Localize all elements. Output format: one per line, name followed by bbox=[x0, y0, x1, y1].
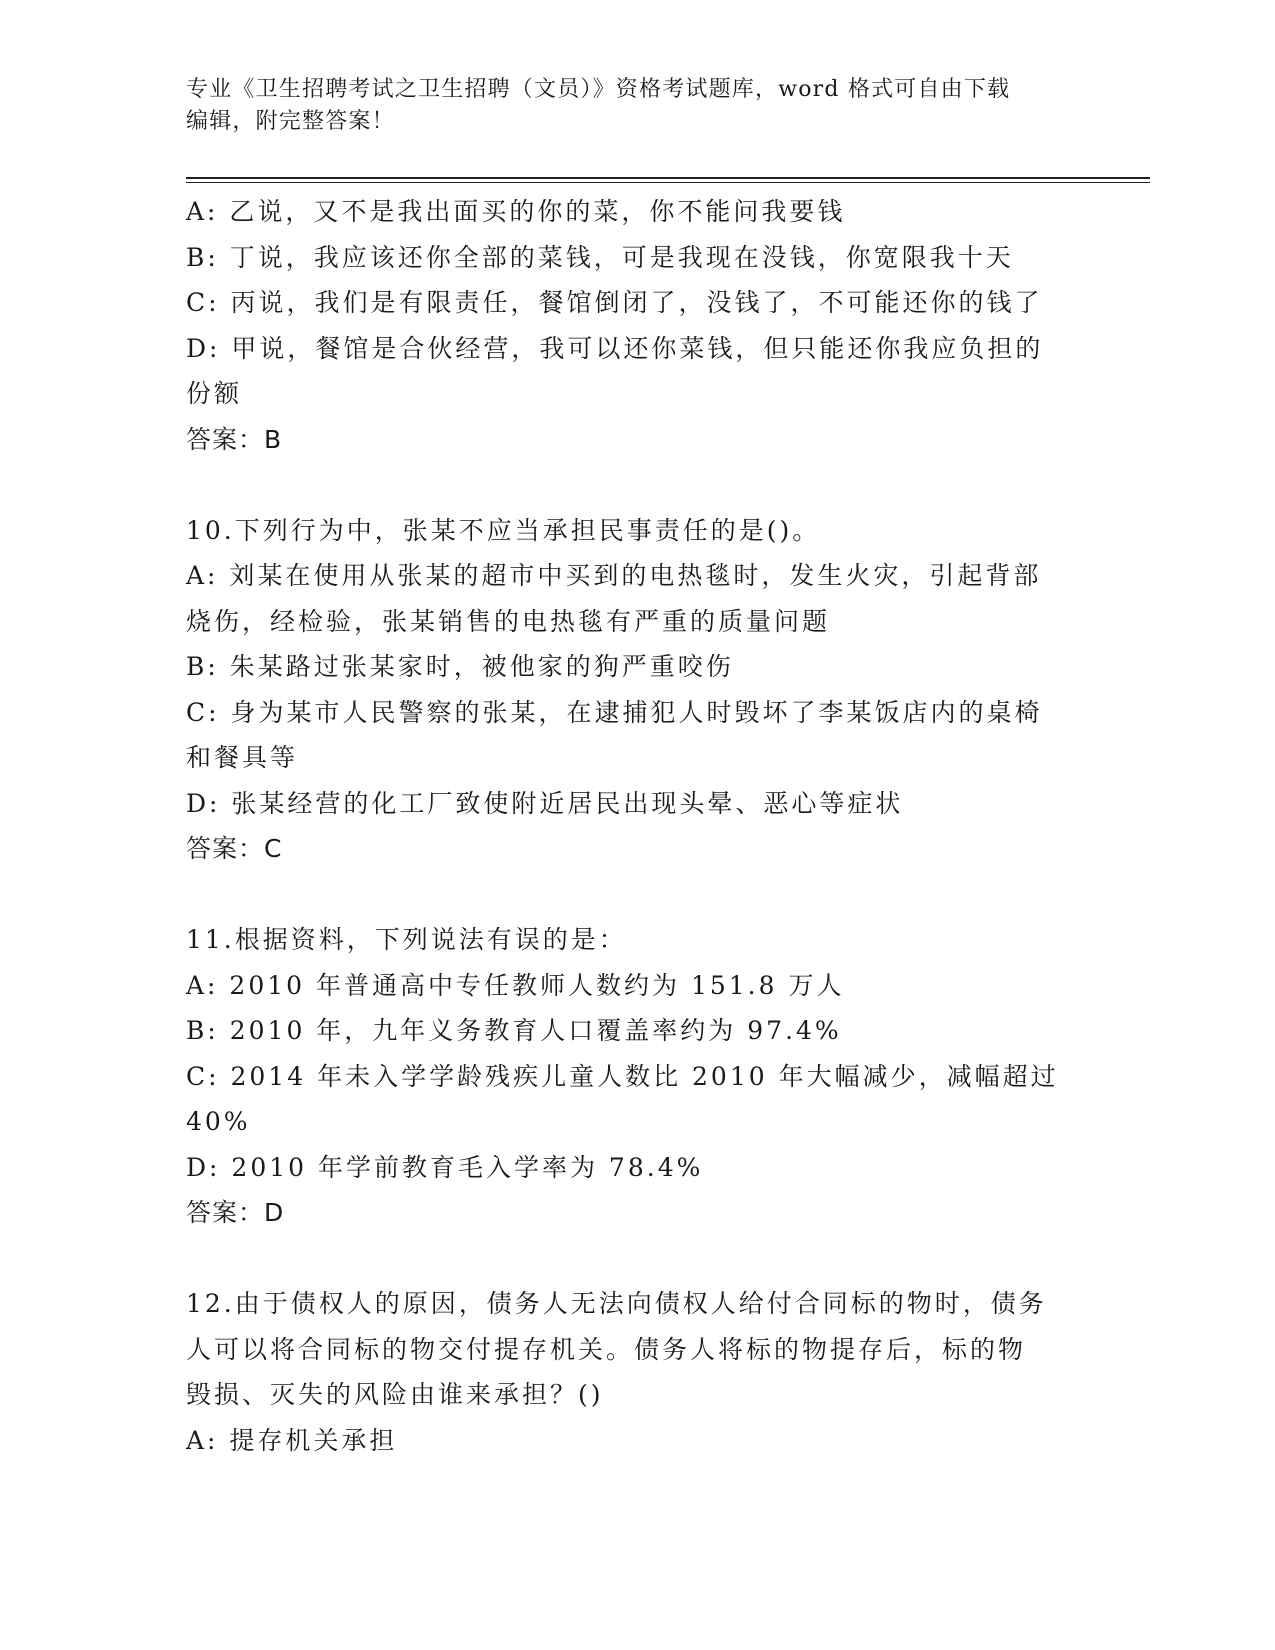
q10-option-a-line-2: 烧伤，经检验，张某销售的电热毯有严重的质量问题 bbox=[186, 606, 831, 636]
q11-option-b: B: 2010 年，九年义务教育人口覆盖率约为 97.4% bbox=[186, 1016, 842, 1045]
q12-question-line-2: 人可以将合同标的物交付提存机关。债务人将标的物提存后，标的物 bbox=[186, 1334, 1027, 1364]
q10-option-c-line-2: 和餐具等 bbox=[186, 743, 299, 772]
q10-question: 10.下列行为中，张某不应当承担民事责任的是()。 bbox=[186, 515, 821, 545]
q9-answer: 答案：B bbox=[186, 424, 283, 454]
q12-question-line-3: 毁损、灭失的风险由谁来承担？() bbox=[186, 1380, 604, 1409]
q9-option-a: A: 乙说，又不是我出面买的你的菜，你不能问我要钱 bbox=[186, 197, 846, 226]
q11-option-c-line-1: C: 2014 年未入学学龄残疾儿童人数比 2010 年大幅减少，减幅超过 bbox=[186, 1061, 1059, 1091]
question-12-block bbox=[186, 1281, 1076, 1463]
q9-option-b: B: 丁说，我应该还你全部的菜钱，可是我现在没钱，你宽限我十天 bbox=[186, 242, 1014, 272]
header-divider-thick bbox=[186, 177, 1150, 179]
q9-option-c: C: 丙说，我们是有限责任，餐馆倒闭了，没钱了，不可能还你的钱了 bbox=[186, 288, 1043, 317]
q10-option-d: D: 张某经营的化工厂致使附近居民出现头晕、恶心等症状 bbox=[186, 788, 904, 818]
document-header bbox=[186, 74, 1066, 138]
q11-option-d: D: 2010 年学前教育毛入学率为 78.4% bbox=[186, 1152, 704, 1182]
q11-option-c-line-2: 40% bbox=[186, 1107, 251, 1136]
header-line-1: 专业《卫生招聘考试之卫生招聘（文员）》资格考试题库，word 格式可自由下载 bbox=[186, 77, 1011, 102]
q9-option-d-line-1: D: 甲说，餐馆是合伙经营，我可以还你菜钱，但只能还你我应负担的 bbox=[186, 333, 1044, 363]
question-9-block bbox=[186, 189, 1076, 462]
header-divider-thin bbox=[186, 182, 1150, 183]
spacer bbox=[186, 1236, 1076, 1282]
header-line-2: 编辑，附完整答案！ bbox=[186, 109, 395, 134]
q12-option-a: A: 提存机关承担 bbox=[186, 1425, 398, 1455]
q9-option-d-line-2: 份额 bbox=[186, 379, 243, 408]
q11-option-a: A: 2010 年普通高中专任教师人数约为 151.8 万人 bbox=[186, 970, 845, 1000]
q12-question-line-1: 12.由于债权人的原因，债务人无法向债权人给付合同标的物时，债务 bbox=[186, 1289, 1047, 1318]
question-11-block bbox=[186, 917, 1076, 1236]
q10-option-a-line-1: A: 刘某在使用从张某的超市中买到的电热毯时，发生火灾，引起背部 bbox=[186, 561, 1042, 590]
q11-question: 11.根据资料，下列说法有误的是： bbox=[186, 925, 627, 954]
q10-option-b: B: 朱某路过张某家时，被他家的狗严重咬伤 bbox=[186, 652, 734, 681]
spacer bbox=[186, 462, 1076, 508]
question-10-block bbox=[186, 508, 1076, 872]
q10-answer: 答案：C bbox=[186, 834, 283, 863]
q11-answer: 答案：D bbox=[186, 1198, 285, 1227]
document-body bbox=[186, 189, 1076, 1463]
spacer bbox=[186, 872, 1076, 918]
q10-option-c-line-1: C: 身为某市人民警察的张某，在逮捕犯人时毁坏了李某饭店内的桌椅 bbox=[186, 697, 1043, 727]
